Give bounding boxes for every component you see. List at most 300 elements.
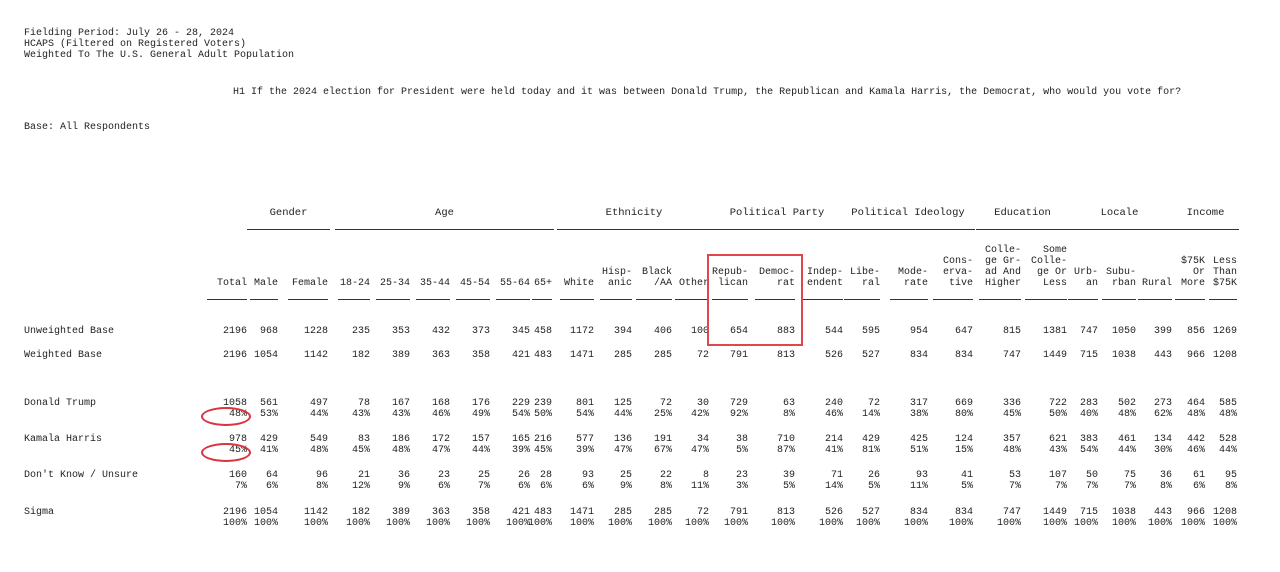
- column-rule: [456, 299, 490, 300]
- table-cell-count: 72: [659, 398, 672, 409]
- table-cell-count: 317: [909, 398, 928, 409]
- table-cell-count: 165: [511, 434, 530, 445]
- table-cell-percent: 44%: [613, 409, 632, 420]
- table-cell-count: 229: [511, 398, 530, 409]
- table-cell-count: 458: [533, 326, 552, 337]
- table-cell-percent: 100%: [222, 518, 247, 529]
- table-cell-percent: 14%: [824, 481, 843, 492]
- table-cell-percent: 47%: [431, 445, 450, 456]
- table-cell-count: 1054: [253, 350, 278, 361]
- table-cell-count: 528: [1218, 434, 1237, 445]
- group-rule-0: [247, 229, 330, 230]
- table-cell-percent: 53%: [259, 409, 278, 420]
- table-cell-percent: 46%: [1186, 445, 1205, 456]
- table-cell-count: 273: [1153, 398, 1172, 409]
- table-cell-count: 358: [471, 350, 490, 361]
- table-cell-percent: 100%: [1042, 518, 1067, 529]
- table-cell-count: 1381: [1042, 326, 1067, 337]
- table-cell-count: 389: [391, 507, 410, 518]
- group-rule-1: [335, 229, 554, 230]
- table-cell-count: 429: [259, 434, 278, 445]
- table-cell-percent: 9%: [619, 481, 632, 492]
- column-rule: [1138, 299, 1172, 300]
- table-cell-percent: 5%: [735, 445, 748, 456]
- table-cell-percent: 9%: [397, 481, 410, 492]
- table-cell-count: 497: [309, 398, 328, 409]
- table-cell-percent: 15%: [954, 445, 973, 456]
- group-label-6: Locale: [1100, 207, 1139, 219]
- table-cell-count: 1269: [1212, 326, 1237, 337]
- party-highlight-box: [707, 254, 803, 346]
- table-cell-count: 1208: [1212, 507, 1237, 518]
- group-rule-3: [709, 229, 845, 230]
- table-cell-count: 1471: [569, 350, 594, 361]
- table-cell-count: 394: [613, 326, 632, 337]
- table-cell-count: 72: [696, 350, 709, 361]
- column-header: Black /AA: [641, 267, 672, 289]
- table-cell-count: 107: [1048, 470, 1067, 481]
- column-rule: [933, 299, 973, 300]
- table-cell-percent: 6%: [1192, 481, 1205, 492]
- column-header: Rural: [1141, 278, 1172, 289]
- table-cell-count: 429: [861, 434, 880, 445]
- column-rule: [560, 299, 594, 300]
- table-cell-count: 432: [431, 326, 450, 337]
- table-cell-count: 815: [1002, 326, 1021, 337]
- group-label-0: Gender: [269, 207, 308, 219]
- table-cell-percent: 54%: [511, 409, 530, 420]
- table-cell-percent: 100%: [723, 518, 748, 529]
- table-cell-count: 182: [351, 350, 370, 361]
- table-cell-count: 2196: [222, 507, 247, 518]
- table-cell-count: 96: [315, 470, 328, 481]
- table-cell-count: 23: [437, 470, 450, 481]
- column-rule: [844, 299, 880, 300]
- table-cell-percent: 7%: [1085, 481, 1098, 492]
- table-cell-count: 442: [1186, 434, 1205, 445]
- table-cell-count: 63: [782, 398, 795, 409]
- table-cell-count: 421: [511, 350, 530, 361]
- table-cell-percent: 100%: [818, 518, 843, 529]
- column-header: Subu- rban: [1105, 267, 1136, 289]
- column-rule: [288, 299, 328, 300]
- table-cell-percent: 38%: [909, 409, 928, 420]
- table-cell-percent: 7%: [234, 481, 247, 492]
- table-cell-count: 182: [351, 507, 370, 518]
- table-cell-count: 527: [861, 350, 880, 361]
- table-cell-percent: 54%: [575, 409, 594, 420]
- group-label-4: Political Ideology: [851, 207, 965, 219]
- table-cell-count: 345: [511, 326, 530, 337]
- table-cell-percent: 30%: [1153, 445, 1172, 456]
- row-label: Weighted Base: [24, 350, 103, 361]
- column-rule: [416, 299, 450, 300]
- column-rule: [1068, 299, 1098, 300]
- table-cell-count: 34: [696, 434, 709, 445]
- table-cell-count: 41: [960, 470, 973, 481]
- table-cell-count: 1050: [1111, 326, 1136, 337]
- table-cell-percent: 39%: [511, 445, 530, 456]
- group-rule-5: [976, 229, 1069, 230]
- table-cell-percent: 48%: [228, 409, 247, 420]
- table-cell-percent: 48%: [309, 445, 328, 456]
- column-rule: [250, 299, 278, 300]
- table-cell-percent: 43%: [1048, 445, 1067, 456]
- table-cell-percent: 100%: [855, 518, 880, 529]
- table-cell-count: 856: [1186, 326, 1205, 337]
- table-cell-percent: 100%: [425, 518, 450, 529]
- table-cell-percent: 45%: [533, 445, 552, 456]
- table-cell-percent: 44%: [309, 409, 328, 420]
- table-cell-count: 399: [1153, 326, 1172, 337]
- table-cell-count: 22: [659, 470, 672, 481]
- table-cell-percent: 6%: [517, 481, 530, 492]
- table-cell-percent: 48%: [1186, 409, 1205, 420]
- table-cell-count: 834: [954, 350, 973, 361]
- table-cell-percent: 8%: [1224, 481, 1237, 492]
- group-label-2: Ethnicity: [605, 207, 663, 219]
- table-cell-count: 406: [653, 326, 672, 337]
- table-cell-percent: 7%: [1054, 481, 1067, 492]
- table-cell-count: 125: [613, 398, 632, 409]
- table-cell-count: 715: [1079, 507, 1098, 518]
- row-label: Donald Trump: [24, 398, 97, 409]
- column-header: Less Than $75K: [1212, 256, 1237, 289]
- group-rule-2: [557, 229, 711, 230]
- table-cell-count: 124: [954, 434, 973, 445]
- table-cell-count: 647: [954, 326, 973, 337]
- table-cell-count: 1038: [1111, 507, 1136, 518]
- table-cell-percent: 47%: [613, 445, 632, 456]
- group-rule-4: [841, 229, 975, 230]
- table-cell-count: 747: [1002, 350, 1021, 361]
- table-cell-percent: 100%: [1212, 518, 1237, 529]
- table-cell-percent: 7%: [477, 481, 490, 492]
- table-cell-percent: 40%: [1079, 409, 1098, 420]
- column-header: Colle- ge Gr- ad And Higher: [984, 245, 1021, 289]
- table-cell-percent: 45%: [1002, 409, 1021, 420]
- table-cell-count: 425: [909, 434, 928, 445]
- table-cell-percent: 100%: [569, 518, 594, 529]
- table-cell-count: 585: [1218, 398, 1237, 409]
- table-cell-percent: 39%: [575, 445, 594, 456]
- group-rule-7: [1172, 229, 1239, 230]
- table-cell-percent: 100%: [684, 518, 709, 529]
- group-label-7: Income: [1186, 207, 1225, 219]
- table-cell-count: 21: [357, 470, 370, 481]
- table-cell-count: 240: [824, 398, 843, 409]
- base-label: Base: All Respondents: [24, 122, 151, 133]
- table-cell-count: 72: [696, 507, 709, 518]
- table-cell-count: 25: [619, 470, 632, 481]
- table-cell-count: 421: [511, 507, 530, 518]
- table-cell-percent: 100%: [1147, 518, 1172, 529]
- table-cell-count: 577: [575, 434, 594, 445]
- table-cell-percent: 100%: [647, 518, 672, 529]
- table-cell-percent: 87%: [776, 445, 795, 456]
- table-cell-percent: 6%: [265, 481, 278, 492]
- table-cell-count: 813: [776, 507, 795, 518]
- table-cell-count: 834: [909, 507, 928, 518]
- table-cell-percent: 44%: [1117, 445, 1136, 456]
- survey-source: HCAPS (Filtered on Registered Voters): [24, 39, 247, 50]
- table-cell-percent: 25%: [653, 409, 672, 420]
- table-cell-count: 483: [533, 507, 552, 518]
- table-cell-count: 526: [824, 350, 843, 361]
- column-header: Male: [253, 278, 278, 289]
- table-cell-percent: 8%: [782, 409, 795, 420]
- table-cell-count: 216: [533, 434, 552, 445]
- table-cell-count: 544: [824, 326, 843, 337]
- table-cell-count: 715: [1079, 350, 1098, 361]
- table-cell-percent: 44%: [471, 445, 490, 456]
- table-cell-percent: 100%: [303, 518, 328, 529]
- question-text: H1 If the 2024 election for President were held today and it was between Donald Trump, the Republican and Kamala Harris, the Democrat, who would you vote for?: [233, 87, 1182, 98]
- table-cell-percent: 50%: [533, 409, 552, 420]
- table-cell-percent: 8%: [1159, 481, 1172, 492]
- table-cell-percent: 46%: [824, 409, 843, 420]
- table-cell-count: 801: [575, 398, 594, 409]
- table-cell-count: 283: [1079, 398, 1098, 409]
- column-rule: [1209, 299, 1237, 300]
- table-cell-count: 483: [533, 350, 552, 361]
- table-cell-count: 791: [729, 350, 748, 361]
- table-cell-count: 186: [391, 434, 410, 445]
- table-cell-count: 53: [1008, 470, 1021, 481]
- table-cell-percent: 48%: [1117, 409, 1136, 420]
- table-cell-percent: 100%: [385, 518, 410, 529]
- table-cell-count: 353: [391, 326, 410, 337]
- table-cell-percent: 92%: [729, 409, 748, 420]
- table-cell-count: 561: [259, 398, 278, 409]
- table-cell-percent: 11%: [909, 481, 928, 492]
- table-cell-percent: 6%: [581, 481, 594, 492]
- column-rule: [207, 299, 247, 300]
- table-cell-percent: 100%: [1180, 518, 1205, 529]
- table-cell-count: 26: [867, 470, 880, 481]
- column-header: White: [563, 278, 594, 289]
- table-cell-count: 389: [391, 350, 410, 361]
- table-cell-percent: 100%: [465, 518, 490, 529]
- column-header: 55-64: [499, 278, 530, 289]
- table-cell-percent: 48%: [1218, 409, 1237, 420]
- table-cell-count: 526: [824, 507, 843, 518]
- table-cell-count: 1038: [1111, 350, 1136, 361]
- table-cell-percent: 43%: [391, 409, 410, 420]
- table-cell-count: 1058: [222, 398, 247, 409]
- table-cell-count: 2196: [222, 326, 247, 337]
- table-cell-count: 595: [861, 326, 880, 337]
- table-cell-percent: 47%: [690, 445, 709, 456]
- table-cell-count: 285: [613, 350, 632, 361]
- table-cell-count: 1142: [303, 507, 328, 518]
- column-header: 65+: [533, 278, 552, 289]
- weighting-note: Weighted To The U.S. General Adult Population: [24, 50, 295, 61]
- table-cell-percent: 80%: [954, 409, 973, 420]
- column-rule: [979, 299, 1021, 300]
- table-cell-percent: 100%: [996, 518, 1021, 529]
- row-label: Sigma: [24, 507, 55, 518]
- table-cell-percent: 100%: [903, 518, 928, 529]
- table-cell-percent: 43%: [351, 409, 370, 420]
- table-cell-percent: 67%: [653, 445, 672, 456]
- table-cell-percent: 100%: [527, 518, 552, 529]
- table-cell-percent: 51%: [909, 445, 928, 456]
- table-cell-count: 1208: [1212, 350, 1237, 361]
- table-cell-count: 502: [1117, 398, 1136, 409]
- table-cell-percent: 49%: [471, 409, 490, 420]
- table-cell-count: 1228: [303, 326, 328, 337]
- column-header: Other: [678, 278, 709, 289]
- table-cell-count: 358: [471, 507, 490, 518]
- table-cell-percent: 3%: [735, 481, 748, 492]
- table-cell-percent: 50%: [1048, 409, 1067, 420]
- table-cell-count: 978: [228, 434, 247, 445]
- row-label: Kamala Harris: [24, 434, 103, 445]
- table-cell-percent: 42%: [690, 409, 709, 420]
- table-cell-count: 30: [696, 398, 709, 409]
- column-header: Mode- rate: [897, 267, 928, 289]
- table-cell-count: 461: [1117, 434, 1136, 445]
- table-cell-count: 834: [909, 350, 928, 361]
- table-cell-count: 1449: [1042, 350, 1067, 361]
- column-rule: [600, 299, 632, 300]
- column-header: Indep- endent: [806, 267, 843, 289]
- table-cell-percent: 100%: [253, 518, 278, 529]
- table-cell-percent: 12%: [351, 481, 370, 492]
- column-header: $75K Or More: [1180, 256, 1205, 289]
- table-cell-count: 25: [477, 470, 490, 481]
- table-cell-count: 93: [915, 470, 928, 481]
- table-cell-percent: 45%: [351, 445, 370, 456]
- table-cell-count: 136: [613, 434, 632, 445]
- table-cell-count: 134: [1153, 434, 1172, 445]
- table-cell-percent: 48%: [1002, 445, 1021, 456]
- table-cell-count: 1054: [253, 507, 278, 518]
- column-rule: [338, 299, 370, 300]
- table-cell-count: 791: [729, 507, 748, 518]
- table-cell-percent: 100%: [770, 518, 795, 529]
- column-header: Urb- an: [1073, 267, 1098, 289]
- table-cell-count: 834: [954, 507, 973, 518]
- table-cell-count: 443: [1153, 350, 1172, 361]
- table-cell-percent: 41%: [259, 445, 278, 456]
- table-cell-percent: 81%: [861, 445, 880, 456]
- table-cell-count: 75: [1123, 470, 1136, 481]
- column-rule: [801, 299, 843, 300]
- group-label-1: Age: [435, 207, 454, 219]
- fielding-period: Fielding Period: July 26 - 28, 2024: [24, 28, 235, 39]
- table-cell-count: 363: [431, 507, 450, 518]
- column-rule: [890, 299, 928, 300]
- table-cell-count: 64: [265, 470, 278, 481]
- table-cell-count: 464: [1186, 398, 1205, 409]
- table-cell-count: 1142: [303, 350, 328, 361]
- table-cell-count: 160: [228, 470, 247, 481]
- table-cell-percent: 62%: [1153, 409, 1172, 420]
- table-cell-count: 95: [1224, 470, 1237, 481]
- table-cell-count: 813: [776, 350, 795, 361]
- table-cell-percent: 100%: [1111, 518, 1136, 529]
- table-cell-count: 966: [1186, 507, 1205, 518]
- table-cell-count: 549: [309, 434, 328, 445]
- table-cell-count: 968: [259, 326, 278, 337]
- column-rule: [1175, 299, 1205, 300]
- table-cell-percent: 100%: [1073, 518, 1098, 529]
- column-header: 25-34: [379, 278, 410, 289]
- table-cell-count: 36: [1159, 470, 1172, 481]
- table-cell-count: 36: [397, 470, 410, 481]
- table-cell-count: 191: [653, 434, 672, 445]
- table-cell-count: 654: [729, 326, 748, 337]
- table-cell-percent: 11%: [690, 481, 709, 492]
- table-cell-count: 1471: [569, 507, 594, 518]
- table-cell-count: 23: [735, 470, 748, 481]
- column-rule: [675, 299, 709, 300]
- row-label: Don't Know / Unsure: [24, 470, 139, 481]
- column-header: Repub- lican: [711, 267, 748, 289]
- table-cell-count: 363: [431, 350, 450, 361]
- column-header: Hisp- anic: [601, 267, 632, 289]
- column-header: Total: [216, 278, 247, 289]
- table-cell-count: 285: [613, 507, 632, 518]
- table-cell-count: 621: [1048, 434, 1067, 445]
- table-cell-count: 50: [1085, 470, 1098, 481]
- table-cell-count: 966: [1186, 350, 1205, 361]
- table-cell-percent: 100%: [607, 518, 632, 529]
- table-cell-count: 527: [861, 507, 880, 518]
- table-cell-count: 883: [776, 326, 795, 337]
- column-rule: [1025, 299, 1067, 300]
- table-cell-percent: 5%: [867, 481, 880, 492]
- table-cell-count: 954: [909, 326, 928, 337]
- column-header: 35-44: [419, 278, 450, 289]
- table-cell-percent: 8%: [315, 481, 328, 492]
- column-header: Female: [291, 278, 328, 289]
- table-cell-percent: 8%: [659, 481, 672, 492]
- table-cell-count: 443: [1153, 507, 1172, 518]
- column-header: 18-24: [339, 278, 370, 289]
- column-header: Some Colle- ge Or Less: [1030, 245, 1067, 289]
- column-header: Cons- erva- tive: [942, 256, 973, 289]
- table-cell-percent: 45%: [228, 445, 247, 456]
- table-cell-count: 214: [824, 434, 843, 445]
- row-label: Unweighted Base: [24, 326, 115, 337]
- table-cell-percent: 54%: [1079, 445, 1098, 456]
- table-cell-percent: 5%: [960, 481, 973, 492]
- table-cell-count: 72: [867, 398, 880, 409]
- table-cell-count: 1172: [569, 326, 594, 337]
- table-cell-count: 71: [830, 470, 843, 481]
- group-label-5: Education: [994, 207, 1051, 219]
- table-cell-count: 157: [471, 434, 490, 445]
- table-cell-count: 38: [735, 434, 748, 445]
- column-rule: [636, 299, 672, 300]
- table-cell-count: 167: [391, 398, 410, 409]
- column-rule: [376, 299, 410, 300]
- table-cell-percent: 41%: [824, 445, 843, 456]
- table-cell-count: 8: [702, 470, 709, 481]
- table-cell-count: 28: [539, 470, 552, 481]
- table-cell-count: 729: [729, 398, 748, 409]
- table-cell-percent: 6%: [539, 481, 552, 492]
- table-cell-count: 383: [1079, 434, 1098, 445]
- table-cell-count: 235: [351, 326, 370, 337]
- table-cell-percent: 44%: [1218, 445, 1237, 456]
- group-rule-6: [1065, 229, 1174, 230]
- table-cell-count: 336: [1002, 398, 1021, 409]
- table-cell-percent: 100%: [505, 518, 530, 529]
